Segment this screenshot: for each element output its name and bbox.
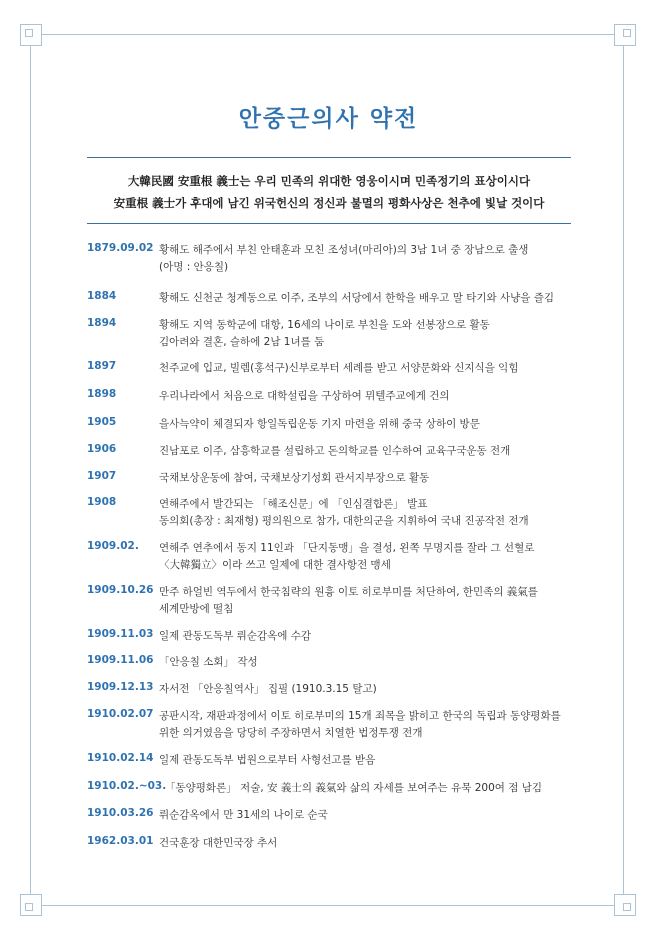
border-corner-ornament: [614, 24, 636, 46]
border-corner-ornament: [20, 24, 42, 46]
timeline-description: [159, 708, 579, 742]
timeline-date: 1908: [87, 496, 117, 508]
timeline-description: [159, 681, 579, 698]
timeline-date: 1879.09.02: [87, 242, 154, 254]
timeline-date: 1909.02.: [87, 540, 139, 552]
description-line: 연해주 연추에서 동지 11인과 「단지동맹」을 결성, 왼쪽 무명지를 잘라 그 선혈로: [159, 542, 535, 554]
description-line: 연해주에서 발간되는 「해조신문」에 「인심결합론」 발표: [159, 498, 428, 510]
timeline-description: [159, 628, 579, 645]
description-line: 황해도 신천군 청계동으로 이주, 조부의 서당에서 한학을 배우고 말 타기와 사냥을 즐김: [159, 292, 555, 304]
timeline-description: [159, 807, 579, 824]
border-corner-ornament: [20, 894, 42, 916]
description-line: (아명 : 안응칠): [159, 261, 229, 273]
timeline-description: [159, 835, 579, 852]
description-line: 건국훈장 대한민국장 추서: [159, 837, 278, 849]
timeline-date: 1894: [87, 317, 117, 329]
description-line: 「동양평화론」 저술, 安 義士의 義氣와 삶의 자세를 보여주는 유묵 200여 점 남김: [165, 782, 543, 794]
timeline-date: 1884: [87, 290, 117, 302]
timeline-description: [159, 360, 579, 377]
timeline-date: 1910.02.07: [87, 708, 154, 720]
description-line: 진남포로 이주, 삼흥학교를 설립하고 돈의학교를 인수하여 교육구국운동 전개: [159, 445, 511, 457]
timeline-date: 1909.11.03: [87, 628, 154, 640]
intro-statement: [87, 170, 571, 214]
timeline-date: 1909.11.06: [87, 654, 154, 666]
description-line: 세계만방에 떨침: [159, 603, 234, 615]
timeline-date: 1897: [87, 360, 117, 372]
border-corner-ornament: [614, 894, 636, 916]
intro-line: 大韓民國 安重根 義士는 우리 민족의 위대한 영웅이시며 민족정기의 표상이시다: [127, 174, 531, 188]
timeline-description: [159, 317, 579, 351]
timeline-description: [165, 780, 585, 797]
timeline-description: [159, 496, 579, 530]
description-line: 황해도 해주에서 부친 안태훈과 모친 조성녀(마리아)의 3남 1녀 중 장남으로 출생: [159, 244, 529, 256]
description-line: 동의회(총장 : 최재형) 평의원으로 참가, 대한의군을 지휘하여 국내 진공작전 전개: [159, 515, 529, 527]
timeline-date: 1906: [87, 443, 117, 455]
timeline-description: [159, 470, 579, 487]
description-line: 천주교에 입교, 빌렘(홍석구)신부로부터 세례를 받고 서양문화와 신지식을 익힘: [159, 362, 519, 374]
divider: [87, 157, 571, 158]
description-line: 황해도 지역 동학군에 대항, 16세의 나이로 부친을 도와 선봉장으로 활동: [159, 319, 490, 331]
timeline-description: [159, 242, 579, 276]
divider: [87, 223, 571, 224]
timeline-description: [159, 752, 579, 769]
description-line: 〈大韓獨立〉이라 쓰고 일제에 대한 결사항전 맹세: [159, 559, 391, 571]
description-line: 김아려와 결혼, 슬하에 2남 1녀를 둠: [159, 336, 325, 348]
timeline-date: 1910.03.26: [87, 807, 154, 819]
timeline-description: [159, 654, 579, 671]
timeline-date: 1909.10.26: [87, 584, 154, 596]
timeline-description: [159, 443, 579, 460]
description-line: 우리나라에서 처음으로 대학설립을 구상하여 뮈텔주교에게 건의: [159, 390, 450, 402]
timeline-date: 1909.12.13: [87, 681, 154, 693]
description-line: 국채보상운동에 참여, 국채보상기성회 관서지부장으로 활동: [159, 472, 430, 484]
timeline-date: 1907: [87, 470, 117, 482]
description-line: 위한 의거였음을 당당히 주장하면서 치열한 법정투쟁 전개: [159, 727, 423, 739]
description-line: 뤼순감옥에서 만 31세의 나이로 순국: [159, 809, 328, 821]
timeline-date: 1910.02.14: [87, 752, 154, 764]
timeline-description: [159, 540, 579, 574]
timeline-description: [159, 584, 579, 618]
description-line: 일제 관동도독부 뤼순감옥에 수감: [159, 630, 312, 642]
timeline-date: 1910.02.~03.: [87, 780, 167, 792]
intro-line: 安重根 義士가 후대에 남긴 위국헌신의 정신과 불멸의 평화사상은 천추에 빛날 것이다: [113, 196, 545, 210]
timeline-description: [159, 416, 579, 433]
timeline-description: [159, 290, 579, 307]
timeline-description: [159, 388, 579, 405]
timeline-date: 1962.03.01: [87, 835, 154, 847]
description-line: 을사늑약이 체결되자 항일독립운동 기지 마련을 위해 중국 상하이 방문: [159, 418, 480, 430]
timeline-date: 1905: [87, 416, 117, 428]
description-line: 일제 관동도독부 법원으로부터 사형선고를 받음: [159, 754, 376, 766]
description-line: 「안응칠 소회」 작성: [159, 656, 258, 668]
description-line: 만주 하얼빈 역두에서 한국침략의 원흉 이토 히로부미를 처단하여, 한민족의 義氣를: [159, 586, 538, 598]
page-title: 안중근의사 약전: [238, 106, 419, 132]
description-line: 공판시작, 재판과정에서 이토 히로부미의 15개 죄목을 밝히고 한국의 독립과 동양평화를: [159, 710, 561, 722]
timeline-date: 1898: [87, 388, 117, 400]
description-line: 자서전 「안응칠역사」 집필 (1910.3.15 탈고): [159, 683, 377, 695]
